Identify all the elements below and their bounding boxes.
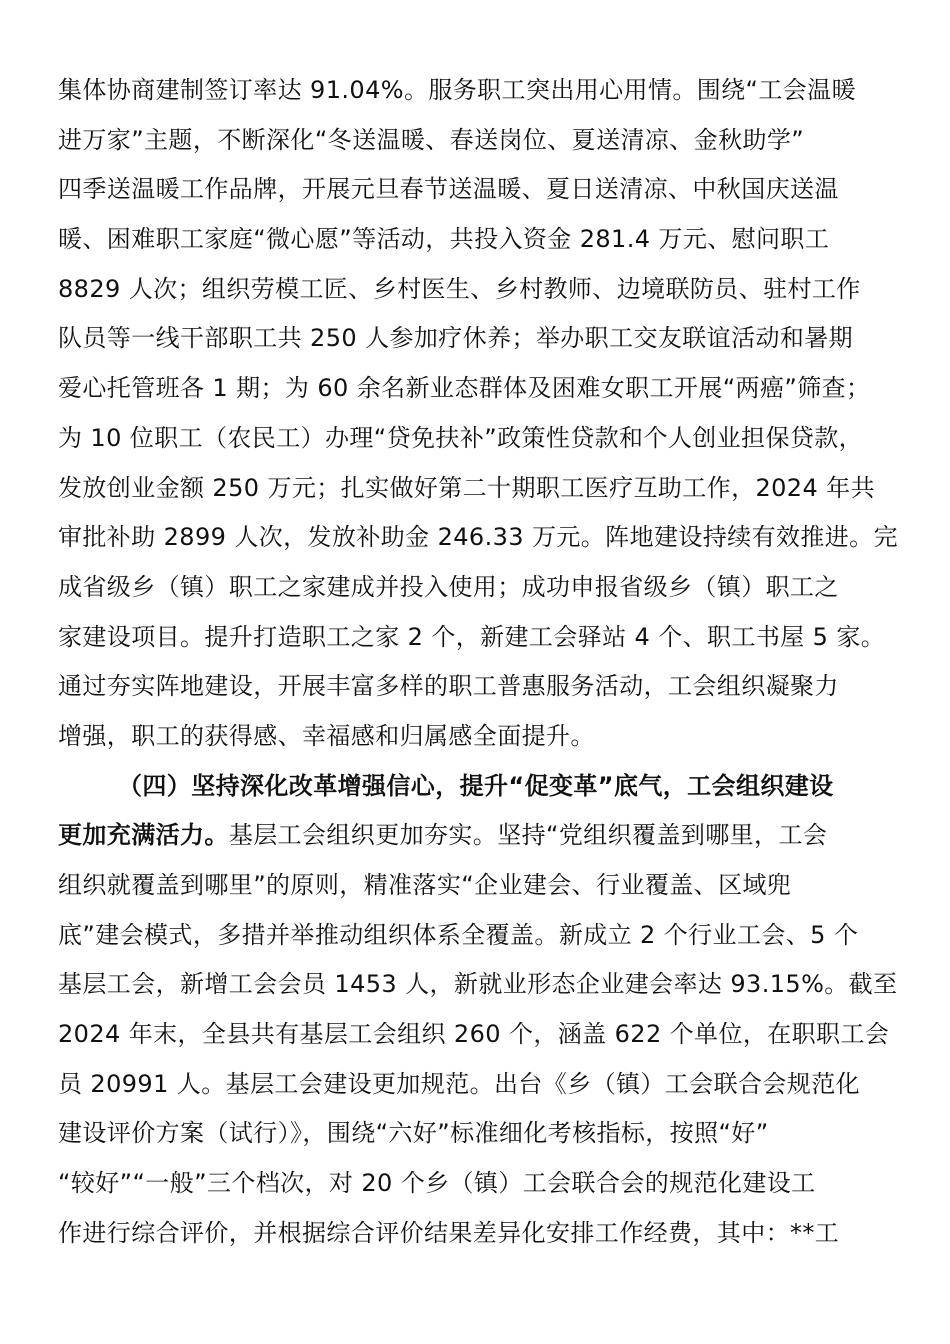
text-line-23: “较好”“一般”三个档次，对 20 个乡（镇）工会联合会的规范化建设工 [58, 1169, 816, 1198]
text-line-14: 增强，职工的获得感、幸福感和归属感全面提升。 [58, 721, 595, 750]
document-page [58, 66, 908, 1259]
text-line-22: 建设评价方案（试行）》，围绕“六好”标准细化考核指标，按照“好” [58, 1119, 769, 1148]
text-line-18: 底”建会模式，多措并举推动组织体系全覆盖。新成立 2 个行业工会、5 个 [58, 920, 859, 949]
text-line-5: 8829 人次；组织劳模工匠、乡村医生、乡村教师、边境联防员、驻村工作 [58, 274, 861, 303]
text-line-9: 发放创业金额 250 万元；扎实做好第二十期职工医疗互助工作，2024 年共 [58, 473, 875, 502]
text-line-10: 审批补助 2899 人次，发放补助金 246.33 万元。阵地建设持续有效推进。完 [58, 523, 898, 552]
section-heading-line-2 [58, 811, 908, 861]
text-line-1: 集体协商建制签订率达 91.04%。服务职工突出用心用情。围绕“工会温暖 [58, 76, 856, 104]
text-line-2: 进万家”主题，不断深化“冬送温暖、春送岗位、夏送清凉、金秋助学” [58, 125, 805, 154]
text-line-8: 为 10 位职工（农民工）办理“贷免扶补”政策性贷款和个人创业担保贷款， [58, 423, 864, 452]
text-line-20: 2024 年末，全县共有基层工会组织 260 个，涵盖 622 个单位，在职职工会 [58, 1020, 890, 1049]
text-line-6: 队员等一线干部职工共 250 人参加疗休养；举办职工交友联谊活动和暑期 [58, 324, 854, 353]
text-line-7: 爱心托管班各 1 期；为 60 余名新业态群体及困难女职工开展“两癌”筛查； [58, 374, 871, 403]
text-line-17: 组织就覆盖到哪里”的原则，精准落实“企业建会、行业覆盖、区域兜 [58, 871, 792, 899]
section-heading-text-1: （四）坚持深化改革增强信心，提升“促变革”底气，工会组织建设 [118, 771, 834, 800]
text-line-4: 暖、困难职工家庭“微心愿”等活动，共投入资金 281.4 万元、慰问职工 [58, 225, 830, 254]
text-line-19: 基层工会，新增工会会员 1453 人，新就业形态企业建会率达 93.15%。截至 [58, 970, 898, 999]
text-line-24: 作进行综合评价，并根据综合评价结果差异化安排工作经费，其中：**工 [58, 1218, 840, 1247]
text-line-3: 四季送温暖工作品牌，开展元旦春节送温暖、夏日送清凉、中秋国庆送温 [58, 175, 839, 204]
text-line-12: 家建设项目。提升打造职工之家 2 个，新建工会驿站 4 个、职工书屋 5 家。 [58, 622, 886, 651]
section-heading-line-1 [58, 762, 908, 812]
text-line-13: 通过夯实阵地建设，开展丰富多样的职工普惠服务活动，工会组织凝聚力 [58, 672, 839, 701]
section-heading-text-2: 更加充满活力。 [58, 821, 229, 850]
text-line-21: 员 20991 人。基层工会建设更加规范。出台《乡（镇）工会联合会规范化 [58, 1069, 861, 1098]
text-line-16: 基层工会组织更加夯实。坚持“党组织覆盖到哪里，工会 [228, 821, 828, 850]
text-line-11: 成省级乡（镇）职工之家建成并投入使用；成功申报省级乡（镇）职工之 [58, 572, 839, 601]
